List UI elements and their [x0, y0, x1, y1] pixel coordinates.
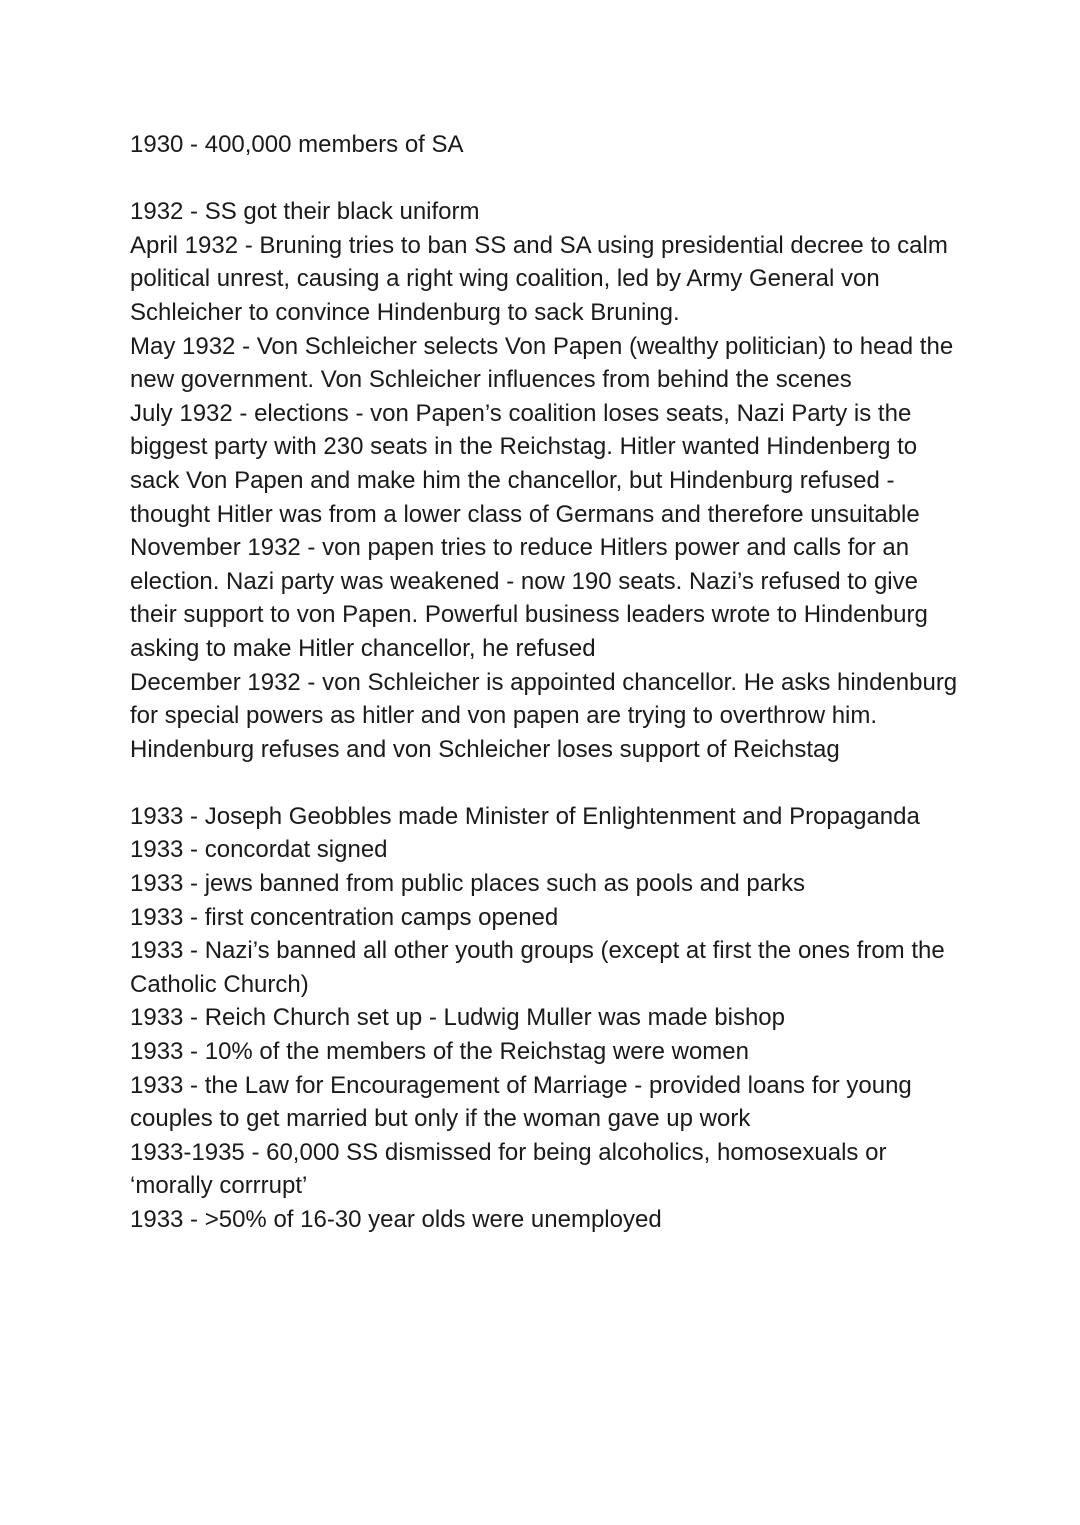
notes-body — [130, 128, 960, 1237]
timeline-entry-1933-jews-banned: 1933 - jews banned from public places such as pools and parks — [130, 870, 806, 898]
timeline-entry-may-1932: May 1932 - Von Schleicher selects Von Papen (wealthy politician) to head the new government. Von Schleicher influences from behind the scenes — [130, 332, 954, 394]
timeline-entry-1933-unemployment: 1933 - >50% of 16-30 year olds were unemployed — [130, 1206, 662, 1233]
paragraph-gap — [130, 766, 960, 800]
timeline-entry-1933-1935-ss-dismissed: 1933-1935 - 60,000 SS dismissed for being alcoholics, homosexuals or ‘morally corrrupt’ — [130, 1138, 887, 1200]
timeline-entry-1933-marriage-law: 1933 - the Law for Encouragement of Marriage - provided loans for young couples to get married but only if the woman gave up work — [130, 1071, 912, 1133]
paragraph-gap — [130, 162, 960, 196]
timeline-entry-july-1932: July 1932 - elections - von Papen’s coalition loses seats, Nazi Party is the biggest party with 230 seats in the Reichstag. Hitler wanted Hindenberg to sack Von Papen and make him the chancellor, but Hindenburg refused - thought Hitler was from a lower class of Germans and therefore unsuitable — [130, 399, 920, 528]
timeline-entry-1933-goebbles: 1933 - Joseph Geobbles made Minister of Enlightenment and Propaganda — [130, 802, 920, 830]
timeline-entry-1933-reich-church: 1933 - Reich Church set up - Ludwig Muller was made bishop — [130, 1004, 785, 1032]
timeline-entry-1932-ss-uniform: 1932 - SS got their black uniform — [130, 198, 480, 226]
timeline-entry-november-1932: November 1932 - von papen tries to reduce Hitlers power and calls for an election. Nazi party was weakened - now 190 seats. Nazi’s refused to give their support to von Papen. Powerful business leaders wrote to Hindenburg asking to make Hitler chancellor, he refused — [130, 534, 928, 662]
timeline-entry-1933-youth-groups: 1933 - Nazi’s banned all other youth groups (except at first the ones from the Catholic Church) — [130, 937, 945, 998]
timeline-entry-1933-concordat: 1933 - concordat signed — [130, 836, 388, 864]
timeline-entry-1930-sa-members: 1930 - 400,000 members of SA — [130, 131, 464, 158]
timeline-entry-april-1932: April 1932 - Bruning tries to ban SS and SA using presidential decree to calm political unrest, causing a right wing coalition, led by Army General von Schleicher to convince Hindenburg to sack Bruning. — [130, 231, 948, 326]
timeline-entry-december-1932: December 1932 - von Schleicher is appointed chancellor. He asks hindenburg for special powers as hitler and von papen are trying to overthrow him. Hindenburg refuses and von Schleicher loses support of Reichstag — [130, 668, 958, 763]
timeline-entry-1933-concentration-camps: 1933 - first concentration camps opened — [130, 903, 559, 931]
timeline-entry-1933-women-reichstag: 1933 - 10% of the members of the Reichstag were women — [130, 1038, 749, 1066]
